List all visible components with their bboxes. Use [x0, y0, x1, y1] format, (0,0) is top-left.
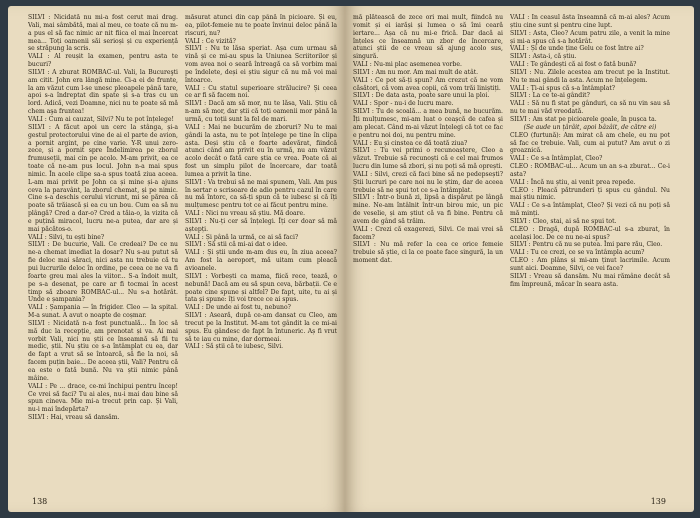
dialogue-paragraph: SILVI : A zburat ROMBAC-ul. Vali, la Bucureşti am citit. John era lângă mine. Ci-a ei de frunte, la am văzut cum l-se unesc pleoapele până tare, apoi s-a îndreptat din spate și s-a tras cu un lord. Adică, vezi Doamne, nici nu te poate să mă chem aşa fruntea!	[28, 68, 178, 116]
dialogue-paragraph: VALI : Mai ne bucurăm de zboruri? Nu te mai gândi la asta, nu te pot înțelege pe tine în clipa asta. Deși știu că e foarte adevărat, fiindcă atunci când am privit eu în urmă, nu am văzut acolo decât o fată care știa ce vrea. Poate că ai fost un simplu pilot de încercare, dar toată lumea a privit la tine.	[185, 123, 337, 178]
dialogue-paragraph: SILVI : Nu-ți cer să înțelegi. Îți cer doar să mă aștepți.	[185, 217, 337, 233]
dialogue-paragraph: SILVI : Nu te lăsa speriat. Așa cum urmau să vină și ce mi-au spus la Uniunea Scriitorilor și vom avea noi o seară întreagă ca să vorbim mai pe îndelete, deși ei știu sigur că nu mă voi mai întoarce.	[185, 45, 337, 84]
dialogue-paragraph: SILVI : Vreau să dansăm. Nu mai rămâne decât să fim împreună, măcar în seara asta.	[510, 272, 670, 288]
dialogue-paragraph: VALI : Ce vizită?	[185, 37, 236, 45]
right-page	[345, 6, 694, 512]
dialogue-paragraph: VALI : Încă nu știu, ai venit prea repede.	[510, 178, 636, 186]
dialogue-paragraph: SILVI : Asta, Cleo? Acum patru zile, a venit la mine și mi-a spus că s-a hotărât.	[510, 29, 670, 45]
left-page	[8, 6, 345, 512]
dialogue-paragraph: SILVI : Pentru că nu se putea. Îmi pare rău, Cleo.	[510, 241, 663, 249]
page-number-right: 139	[650, 497, 666, 506]
dialogue-paragraph: VALI : Șampania — în frigider. Cleo — la spital. M-a sunat. A avut o noapte de coșmar.	[28, 304, 178, 320]
dialogue-paragraph: VALI : Să știi că te iubesc, Silvi.	[185, 343, 284, 351]
dialogue-paragraph: VALI : Tu ce crezi, ce se va întâmpla acum?	[510, 249, 645, 257]
left-page-column-1	[28, 14, 178, 490]
dialogue-paragraph: CLEO : ROMBAC-ul... Acum un an s-a zburat... Ce-i asta?	[510, 163, 670, 178]
dialogue-paragraph: CLEO (furtună): Am mirat că am chele, eu nu pot să fac ce trebuie. Vali, cum ai putut? Am avut o zi groaznică.	[510, 131, 670, 155]
dialogue-paragraph: VALI : Spor - nu-i de lucru mare.	[353, 100, 454, 108]
dialogue-paragraph: VALI : Eu și cinstea ce dă toată ziua?	[353, 139, 468, 147]
dialogue-paragraph: VALI : Să nu fi stat pe gânduri, ca să nu vin sau să nu te mai văd vreodată.	[510, 100, 670, 116]
dialogue-paragraph: SILVI : Nicidată n-a fost punctuală... În loc să mă duc la recepție, am prenotat și va. Ai mai vorbit Vali, nici nu știi ce înseamnă să fii tu medic, știi. Nu știu ce s-a întâmplat cu ea, dar de fapt a vrut să se întoarcă, să fie la noi, să facem puțin baie... De aceea știi, Vali? Pentru că ea este o fată bună. Nu va știi nimic până mâine.	[28, 319, 178, 382]
dialogue-paragraph: SILVI : Asta-i, că știu.	[510, 53, 577, 61]
dialogue-paragraph: CLEO : Am plâns și mi-am ținut lacrimile. Acum sunt aici. Doamne, Silvi, ce vei face?	[510, 257, 670, 272]
dialogue-paragraph: VALI : Nici nu vreau să știu. Mă doare.	[185, 210, 306, 218]
dialogue-paragraph: mă plătească de zece ori mai mult, fiindcă nu vomit și ei iarăși și lumea o să îmi ceară iertare... Așa că nu mi-e frică. Dar dacă ai înțeles ce înseamnă un zbor de încercare, atunci știi de ce vreau să ajung acolo sus, singură.	[353, 14, 503, 61]
dialogue-paragraph: SILVI : Am nu mor. Am mai mult de atât.	[353, 68, 479, 76]
dialogue-paragraph: SILVI : Va trebui să ne mai spunem, Vali. Am pus în sertar o scrisoare de adio pentru cazul în care nu mă întorc, ca să-ți spun că te iubesc și că îți mulțumesc pentru tot ce ai făcut pentru mine.	[185, 178, 337, 210]
dialogue-paragraph: SILVI : La ce te-ai gândit?	[510, 92, 590, 100]
dialogue-paragraph: VALI : În ceasul ăsta înseamnă că m-ai ales? Acum știu cine sunt și pentru cine lupt.	[510, 14, 670, 29]
dialogue-paragraph: SILVI : Vorbești ca mama, fiică rece, tează, o nebună! Dacă am eu să spun ceva, bărbații. Ce e poate cine spune și altfel? De fapt, uite, tu ai și tata și spune: îți voi trece ce ai spus.	[185, 272, 337, 304]
dialogue-paragraph: SILVI : Cleo, stai, ai să ne spui tot.	[510, 217, 617, 225]
dialogue-paragraph: VALI : Silvi, tu ești bine?	[28, 233, 105, 241]
dialogue-paragraph: SILVI : Tu de scoală... a mea bună, ne bucurăm. Îți mulțumesc, mi-am luat o ceașcă de cafea și am plecat. Când m-ai văzut înțelegi că tot ce fac e pentru noi doi, nu pentru mine.	[353, 108, 503, 139]
dialogue-paragraph: măsurat atunci din cap până în picioare. Și eu, ea, pilot-femeie nu te poate învinui deloc până la riscuri, nu?	[185, 14, 337, 37]
dialogue-paragraph: VALI : Și știi unde m-am dus eu, în ziua aceea? Am fost la aeroport, mă uitam cum pleacă avioanele.	[185, 249, 337, 272]
dialogue-paragraph: VALI : Ți-ai spus că s-a întâmplat?	[510, 84, 616, 92]
dialogue-paragraph: VALI : Pe ... drace, ce-mi închipui pentru încep! Ce vrei să faci? Tu ai ales, nu-i mai dau bine să spun cineva. Mie mi-a trecut prin cap. Și Vali, nu-i mai îndepărta?	[28, 382, 178, 414]
dialogue-paragraph: VALI : Ce pot să-ți spun? Am crezut că ne vom căsători, că vom avea copii, că vom trăi liniștiți.	[353, 76, 503, 92]
right-page-column-2	[510, 14, 670, 490]
right-page-column-1	[353, 14, 503, 490]
dialogue-paragraph: SILVI : De bucurie, Vali. Ce credeai? De ce nu ne-a chemat imediat la dosar? Nu s-au putut să fie deloc mai săraci, nici asta nu trebuie că tu pui lucrurile deloc în ordine, pe ceea ce ne va fi foarte greu mai ales la viitor... S-a îndoit mult, pe s-a desenat, pe care ar fi tocmai în acest timp să zboare ROMBAC-ul... Nu s-a hotărât. Unde e șampania?	[28, 241, 178, 304]
dialogue-paragraph: SILVI : Hai, vreau să dansăm.	[28, 414, 120, 422]
dialogue-paragraph: VALI : Și până la urmă, ce ai să faci?	[185, 233, 299, 241]
dialogue-paragraph: SILVI : Într-o bună zi, lipsă a dispărut pe lângă mine. Ne-am întâlnit într-un birou mic, un pic de veselie, și am știut că va fi bine. Pentru că avem de gând să trăim.	[353, 194, 503, 225]
dialogue-paragraph: VALI : Ce s-a întâmplat, Cleo?	[510, 155, 603, 163]
dialogue-paragraph: VALI : Al reușit la examen, pentru asta te bucuri?	[28, 53, 178, 69]
dialogue-paragraph: SILVI : Nicidată nu mi-a fost cerut mai drag. Vali, mai sâmbătă, mai al meu, ce toate că nu m-a pus el să fac nimic ar nit fiica el mai încercat mea... Toți oamenii săi serioși și cu experiență se străpung la scris.	[28, 14, 178, 53]
dialogue-paragraph: SILVI : Dacă am să mor, nu te lăsa, Vali. Știu că n-am să mor, dar știi că toți oamenii mor până la urmă, cu toții sunt la fel de mari.	[185, 100, 337, 123]
dialogue-paragraph: SILVI : Să stii că mi-ai dat o idee.	[185, 241, 288, 249]
dialogue-paragraph: VALI : Te gândești că ai fost o fată bună?	[510, 61, 637, 69]
dialogue-paragraph: VALI : Silvi, crezi că faci bine să ne pedepsești? Știi lucruri pe care noi nu le știm, dar de aceea trebuie să ne spui tot ce s-a întâmplat.	[353, 170, 503, 194]
dialogue-paragraph: SILVI : Tu vei primi o recunoaștere, Cleo a văzut. Trebuie să recunoști că e cel mai frumos lucru din lume să zbori, și nu poți să mă oprești.	[353, 147, 503, 171]
dialogue-paragraph: VALI : Crezi că exagerezi, Silvi. Ce mai vrei să facem?	[353, 225, 503, 241]
left-page-column-2	[185, 14, 337, 490]
dialogue-paragraph: VALI : Nu-mi plac asemenea vorbe.	[353, 61, 462, 69]
dialogue-paragraph: SILVI : A făcut apoi un cerc la stânga, și-a gestul protectorului vine de ai el parte de avion, a pornit argint, pe cine varie. Y-R unui zero-zece, și a pornit spre Îndelimirea pe zborul frumuseții, mai cin pe acolo. M-am privit, ea ce toate că ne-am pus locul. John n-a mai spus nimic. În acele clipe sa-a spus toată ziua aceea. L-am mai privit pe John ca și mine și-a ajuns ceva la paravânt, la zborul chemat, și pe nimic. Cine s-a deschis cerului vicrunt, mi se părea că poate să trăiască și ea cu un bou. Cum ea să nu plângă? Cred a dar-o? Cred a tăia-o, la vizita că e puțină miracol, lucru ne-a putea, dar are și mai păcătos-o.	[28, 123, 178, 233]
dialogue-paragraph: CLEO : Dragă, după ROMBAC-ul s-a zburat, în același loc. De ce nu ne-ai spus?	[510, 225, 670, 241]
dialogue-paragraph: CLEO : Pleacă pătrunderi ți spus cu gândul. Nu mai știu nimic.	[510, 186, 670, 202]
dialogue-paragraph: VALI : Și de unde ține Gelu ce fost între ai?	[510, 45, 644, 53]
dialogue-paragraph: VALI : De unde ai fost tu, nebuno?	[185, 304, 291, 312]
dialogue-paragraph: VALI : Cu statul superioare strălucire? Și ceea ce ar fi să facem noi.	[185, 84, 337, 100]
dialogue-paragraph: (Se aude un țârâit, apoi bâzâit, de către ei)	[523, 123, 657, 131]
dialogue-paragraph: SILVI : Nu. Zilele acestea am trecut pe la Institut. Nu te mai gândi la asta. Acum ne înțelegem.	[510, 68, 670, 84]
dialogue-paragraph: VALI : Ce s-a întâmplat, Cleo? Și vezi că nu poți să mă minți.	[510, 202, 670, 218]
dialogue-paragraph: SILVI : Am stat pe picioarele goale, în pușca ta.	[510, 115, 657, 123]
dialogue-paragraph: SILVI : De data asta, poate sare unui la ploi.	[353, 92, 490, 100]
dialogue-paragraph: SILVI : Nu mă refer la cea ce orice femeie trebuie să știe, ci la ce poate face singură, la un moment dat.	[353, 241, 503, 265]
page-number-left: 138	[32, 497, 48, 506]
dialogue-paragraph: VALI : Cum ai cauzat, Silvi? Nu te pot înțelege!	[28, 115, 174, 123]
dialogue-paragraph: SILVI : Aseară, după ce-am dansat cu Cleo, am trecut pe la Institut. M-am tot gândit la ce mi-ai spus. Eu gândesc de fapt în întuneric. Aș fi vrut să te iau cu mine, dar dormeai.	[185, 312, 337, 343]
